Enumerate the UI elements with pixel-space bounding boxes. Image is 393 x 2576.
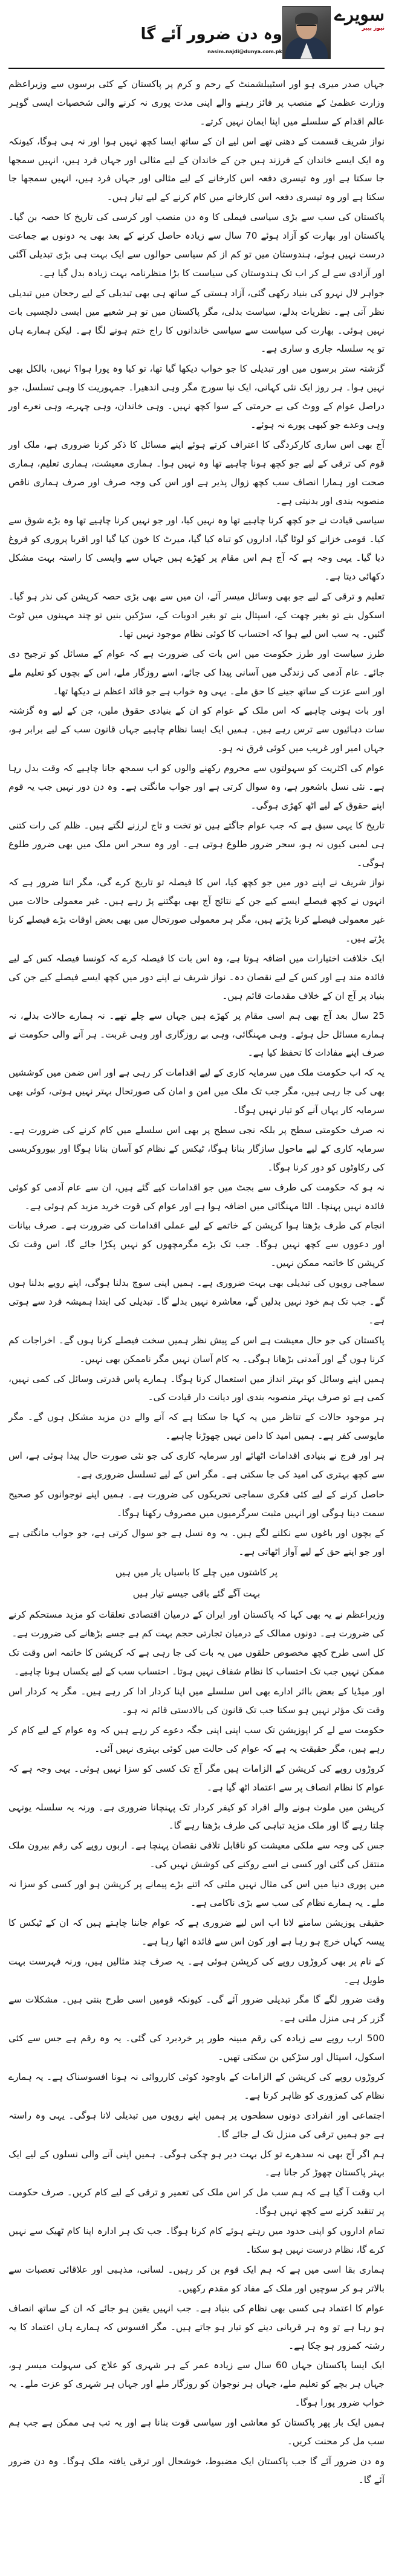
paragraph: جواہر لال نہرو کی بنیاد رکھی گئی، آزاد ہستی کے ساتھ ہی بھی تبدیلی کے لیے رجحان میں تبدیلی نظر آتی ہے۔ نظریات بدلے، سیاست بدلی، مگر پاکستان میں تو ہر شعبے میں ایسی دلچسپی بات نہیں ہوئی۔ بھارت کی سیاست سے سیاسی خاندانوں کا راج ختم ہونے لگا ہے۔ لیکن ہمارے ہاں تو یہ سلسلہ جاری و ساری ہے۔ — [8, 287, 385, 355]
paragraph: کے نام پر بھی کروڑوں روپے کی کرپشن ہوئی ہے۔ یہ صرف چند مثالیں ہیں، ورنہ فہرست بہت طویل ہے۔ — [8, 1955, 385, 1986]
columnist-portrait — [282, 6, 331, 59]
paragraph: ہر اور فرج نے بنیادی اقدامات اٹھائے اور سرمایہ کاری کی جو نئی صورت حال پیدا ہوئی ہے، اس سے کچھ بہتری کی امید کی جا سکتی ہے۔ مگر اس کے لیے تسلسل ضروری ہے۔ — [8, 1450, 385, 1480]
paragraph: کل اسی طرح کچھ مخصوص حلقوں میں یہ بات کی جا رہی ہے کہ کرپشن کا خاتمہ اس وقت تک ممکن نہیں جب تک احتساب کا نظام شفاف نہیں ہوتا۔ احتساب سب کے لیے یکساں ہونا چاہیے۔ — [8, 1647, 385, 1677]
paragraph: اور میڈیا کے بعض بااثر ادارے بھی اس سلسلے میں اپنا کردار ادا کر رہے ہیں۔ مگر یہ کردار اس وقت تک مؤثر نہیں ہو سکتا جب تک قانون کی بالادستی قائم نہ ہو۔ — [8, 1686, 385, 1716]
couplet-line: بہت آگے گئے باقی جیسے تیار ہیں — [132, 1588, 261, 1600]
paragraph: 25 سال بعد آج بھی ہم اسی مقام پر کھڑے ہیں جہاں سے چلے تھے۔ نہ ہمارے حالات بدلے، نہ ہمارے مسائل حل ہوئے۔ وہی مہنگائی، وہی بے روزگاری اور وہی غربت۔ ہر آنے والی حکومت نے صرف اپنے مفادات کا تحفظ کیا ہے۔ — [8, 1010, 385, 1059]
author-email[interactable]: nasim.najdi@dunya.com.pk — [207, 49, 282, 54]
paragraph: کروڑوں روپے کی کرپشن کے الزامات کے باوجود کوئی کارروائی نہ ہونا افسوسناک ہے۔ یہ ہمارے نظام کی کمزوری کو ظاہر کرتا ہے۔ — [8, 2071, 385, 2101]
couplet-line: پر کاشتوں میں چلے کا باسیاں یار میں ہیں — [115, 1567, 278, 1578]
paragraph: اور بات ہونی چاہیے کہ اس ملک کے عوام کو ان کے بنیادی حقوق ملیں، جن کے لیے وہ گزشتہ سات دہائیوں سے ترس رہے ہیں۔ ہمیں ایک ایسا نظام چاہیے جہاں قانون سب کے لیے برابر ہو، جہاں امیر اور غریب میں کوئی فرق نہ ہو۔ — [8, 705, 385, 754]
paragraph: ایک خلافت اختیارات میں اضافہ ہوتا ہے، وہ اس بات کا فیصلہ کرے کہ کونسا فیصلہ کس کے لیے فائدہ مند ہے اور کس کے لیے نقصان دہ۔ نواز شریف نے اپنے دور میں کچھ ایسے فیصلے کیے جن کی بنیاد پر آج ان کے خلاف مقدمات قائم ہیں۔ — [8, 952, 385, 1001]
portrait-hair — [295, 13, 318, 25]
paragraph: وقت ضرور لگے گا مگر تبدیلی ضرور آئے گی۔ کیونکہ قومیں اسی طرح بنتی ہیں۔ مشکلات سے گزر کر ہی منزل ملتی ہے۔ — [8, 1994, 385, 2024]
paragraph: ہماری بقا اسی میں ہے کہ ہم ایک قوم بن کر رہیں۔ لسانی، مذہبی اور علاقائی تعصبات سے بالاتر ہو کر سوچیں اور ملک کے مفاد کو مقدم رکھیں۔ — [8, 2264, 385, 2294]
paragraph: جہاں صدر میری ہو اور اسٹیبلشمنٹ کے رحم و کرم پر پاکستان کے کئی برسوں سے وزیراعظم وزارت عظمیٰ کے منصب پر فائز رہنے والے اپنی مدت پوری نہ کرنے والی شخصیات ایسی گوہر عالم اقدام کے سلسلے میں اپنا ایمان نہیں کرتے۔ — [8, 79, 385, 127]
paragraph: یہ کہ اب حکومت ملک میں سرمایہ کاری کے لیے اقدامات کر رہی ہے اور اس ضمن میں کوششیں بھی کی جا رہی ہیں، مگر جب تک ملک میں امن و امان کی صورتحال بہتر نہیں ہوتی، کوئی بھی سرمایہ کار یہاں آنے کو تیار نہیں ہوگا۔ — [8, 1067, 385, 1116]
portrait-glasses — [297, 25, 316, 31]
paragraph: تاریخ کا یہی سبق ہے کہ جب عوام جاگتے ہیں تو تخت و تاج لرزنے لگتے ہیں۔ ظلم کی رات کتنی ہی لمبی کیوں نہ ہو، سحر ضرور طلوع ہوتی ہے۔ اور وہ سحر اس ملک میں بھی ضرور طلوع ہوگی۔ — [8, 819, 385, 868]
paragraph: پاکستان کی سب سے بڑی سیاسی فیملی کا وہ دن منصب اور کرسی کی تاریخ کا حصہ بن گیا۔ پاکستان اور بھارت کو آزاد ہوئے 70 سال سے زیادہ حاصل کرنے کے بعد بھی یہ دونوں بے جماعت درست نہیں ہوئے، ہندوستان میں تو کم از کم سیاسی حوالوں سے ایک بہت ہی بڑی تبدیلی آگئی اور آزادی سے لے کر اب تک ہندوستان کی سیاست کا بڑا منظرنامہ بہت زیادہ بدل گیا ہے۔ — [8, 211, 385, 279]
masthead — [8, 6, 385, 69]
page-title: وہ دن ضرور آئے گا — [140, 25, 282, 44]
paragraph: جس کی وجہ سے ملکی معیشت کو ناقابل تلافی نقصان پہنچا ہے۔ اربوں روپے کی رقم بیرون ملک منتقل کی گئی اور کسی نے اسے روکنے کی کوشش نہیں کی۔ — [8, 1840, 385, 1870]
publication-name: سویرے — [334, 4, 385, 25]
paragraph: نہ صرف حکومتی سطح پر بلکہ نجی سطح پر بھی اس سلسلے میں کام کرنے کی ضرورت ہے۔ سرمایہ کاری کے لیے ماحول سازگار بنانا ہوگا، ٹیکس کے نظام کو آسان بنانا ہوگا اور بیوروکریسی کی رکاوٹوں کو دور کرنا ہوگا۔ — [8, 1124, 385, 1173]
paragraph: کے بچوں اور باغوں سے نکلنے لگے ہیں۔ یہ وہ نسل ہے جو سوال کرتی ہے، جو جواب مانگتی ہے اور جو اپنے حق کے لیے آواز اٹھاتی ہے۔ — [8, 1527, 385, 1557]
paragraph: وزیراعظم نے یہ بھی کہا کہ پاکستان اور ایران کے درمیان اقتصادی تعلقات کو مزید مستحکم کرنے کی ضرورت ہے۔ دونوں ممالک کے درمیان تجارتی حجم بہت کم ہے جسے بڑھانے کی ضرورت ہے۔ — [8, 1609, 385, 1639]
paragraph: وہ دن ضرور آئے گا جب پاکستان ایک مضبوط، خوشحال اور ترقی یافتہ ملک ہوگا۔ وہ دن ضرور آئے گا۔ — [8, 2455, 385, 2485]
paragraph: اجتماعی اور انفرادی دونوں سطحوں پر ہمیں اپنے رویوں میں تبدیلی لانا ہوگی۔ یہی وہ راستہ ہے جو ہمیں ترقی کی منزل تک لے جائے گا۔ — [8, 2110, 385, 2140]
paragraph: گزشتہ ستر برسوں میں اور تبدیلی کا جو خواب دیکھا گیا تھا، تو کیا وہ پورا ہوا؟ نہیں، بالکل بھی نہیں ہوا۔ ہر روز ایک نئی کہانی، ایک نیا سورج مگر وہی اندھیرا۔ جمہوریت کا وہی تسلسل، جو دراصل عوام کے ووٹ کی بے حرمتی کے سوا کچھ نہیں۔ وہی خاندان، وہی چہرے، وہی نعرے اور وہی وعدے جو کبھی پورے نہ ہوئے۔ — [8, 363, 385, 431]
paragraph: عوام کا اعتماد ہی کسی بھی نظام کی بنیاد ہے۔ جب انہیں یقین ہو جائے کہ ان کے ساتھ انصاف ہو رہا ہے تو وہ ہر قربانی دینے کو تیار ہو جاتے ہیں۔ مگر افسوس کہ ہمارے ہاں اعتماد کا یہ رشتہ کمزور ہو چکا ہے۔ — [8, 2302, 385, 2351]
paragraph: طرز سیاست اور طرز حکومت میں اس بات کی ضرورت ہے کہ عوام کے مسائل کو ترجیح دی جائے۔ عام آدمی کی زندگی میں آسانی پیدا کی جائے، اسے روزگار ملے، اس کے بچوں کو تعلیم ملے اور اسے عزت کے ساتھ جینے کا حق ملے۔ یہی وہ خواب ہے جو قائد اعظم نے دیکھا تھا۔ — [8, 648, 385, 697]
paragraph: ایک ایسا پاکستان جہاں 60 سال سے زیادہ عمر کے ہر شہری کو علاج کی سہولت میسر ہو، جہاں ہر بچے کو تعلیم ملے، جہاں ہر نوجوان کو روزگار ملے اور جہاں ہر شہری کو عزت ملے۔ یہ خواب ضرور پورا ہوگا۔ — [8, 2360, 385, 2409]
paragraph: نواز شریف قسمت کے دھنی تھے اس لیے ان کے ساتھ ایسا کچھ نہیں ہوا اور نہ ہی ہوگا، کیونکہ وہ ایک ایسے خاندان کے فرزند ہیں جن کے خاندان کے لیے مثالی اور جہاں فرد ہیں، انہیں سمجھا جا سکتا ہے اور وہ تیسری دفعہ اس کارخانے کے لیے مثالی اور جہاں فرد ہیں، انہیں سمجھا جا سکتا ہے اور وہ تیسری دفعہ اس کارخانے میں کام کرنے کے لیے تیار ہیں۔ — [8, 135, 385, 203]
paragraph: ہم اگر آج بھی نہ سدھرے تو کل بہت دیر ہو چکی ہوگی۔ ہمیں اپنی آنے والی نسلوں کے لیے ایک بہتر پاکستان چھوڑ کر جانا ہے۔ — [8, 2148, 385, 2178]
paragraph: کروڑوں روپے کی کرپشن کے الزامات ہیں مگر آج تک کسی کو سزا نہیں ہوئی۔ یہی وجہ ہے کہ عوام کا نظام انصاف پر سے اعتماد اٹھ گیا ہے۔ — [8, 1763, 385, 1793]
title-block — [8, 6, 282, 54]
paragraph: انجام کی طرف بڑھتا ہوا کرپشن کے خاتمے کے لیے عملی اقدامات کی ضرورت ہے۔ صرف بیانات اور دعووں سے کچھ نہیں ہوگا۔ جب تک بڑے مگرمچھوں کو نہیں پکڑا جائے گا، اس وقت تک کرپشن کا خاتمہ ممکن نہیں۔ — [8, 1220, 385, 1269]
paragraph: نواز شریف نے اپنے دور میں جو کچھ کیا، اس کا فیصلہ تو تاریخ کرے گی، مگر اتنا ضرور ہے کہ انہوں نے کچھ فیصلے ایسے کیے جن کے نتائج آج بھی بھگتنے پڑ رہے ہیں۔ غیر معمولی حالات میں غیر معمولی فیصلے کرنا پڑتے ہیں، مگر ہر معمولی صورتحال میں بھی بعض اوقات بڑے فیصلے کرنا پڑتے ہیں۔ — [8, 877, 385, 944]
paragraph: تمام اداروں کو اپنی حدود میں رہتے ہوئے کام کرنا ہوگا۔ جب تک ہر ادارہ اپنا کام ٹھیک سے نہیں کرے گا، نظام درست نہیں ہو سکتا۔ — [8, 2226, 385, 2256]
paragraph: سیاسی قیادت نے جو کچھ کرنا چاہیے تھا وہ نہیں کیا، اور جو نہیں کرنا چاہیے تھا وہ بڑے شوق سے کیا۔ قومی خزانے کو لوٹا گیا، اداروں کو تباہ کیا گیا، میرٹ کا خون کیا گیا اور اقربا پروری کو فروغ دیا گیا۔ یہی وجہ ہے کہ آج ہم اس مقام پر کھڑے ہیں جہاں سے واپسی کا راستہ بہت مشکل دکھائی دیتا ہے۔ — [8, 515, 385, 583]
paragraph: میں پوری دنیا میں اس کی مثال نہیں ملتی کہ اتنے بڑے پیمانے پر کرپشن ہو اور کسی کو سزا نہ ملے۔ یہ ہمارے نظام کی سب سے بڑی ناکامی ہے۔ — [8, 1879, 385, 1909]
brand-block — [282, 6, 385, 59]
paragraph: نہ ہو کہ حکومت کی طرف سے بجٹ میں جو اقدامات کیے گئے ہیں، ان سے عام آدمی کو کوئی فائدہ نہیں پہنچا۔ الٹا مہنگائی میں اضافہ ہوا ہے اور عوام کی قوت خرید مزید کم ہوئی ہے۔ — [8, 1181, 385, 1212]
paragraph: حاصل کرنے کے لیے کئی فکری سماجی تحریکوں کی ضرورت ہے۔ ہمیں اپنے نوجوانوں کو صحیح سمت دینا ہوگی اور انہیں مثبت سرگرمیوں میں مصروف رکھنا ہوگا۔ — [8, 1488, 385, 1519]
publication-tagline: نیوز پیپر — [362, 25, 385, 31]
paragraph: کرپشن میں ملوث ہونے والے افراد کو کیفر کردار تک پہنچانا ضروری ہے۔ ورنہ یہ سلسلہ یونہی چلتا رہے گا اور ملک مزید تباہی کی طرف بڑھتا رہے گا۔ — [8, 1801, 385, 1832]
paragraph: اب وقت آ گیا ہے کہ ہم سب مل کر اس ملک کی تعمیر و ترقی کے لیے کام کریں۔ صرف حکومت پر تنقید کرنے سے کچھ نہیں ہوگا۔ — [8, 2187, 385, 2217]
paragraph: حقیقی پوزیشن سامنے لانا اب اس لیے ضروری ہے کہ عوام جاننا چاہتے ہیں کہ ان کے ٹیکس کا پیسہ کہاں خرچ ہو رہا ہے اور کون اس سے فائدہ اٹھا رہا ہے۔ — [8, 1917, 385, 1947]
paragraph: ہمیں اپنے وسائل کو بہتر انداز میں استعمال کرنا ہوگا۔ ہمارے پاس قدرتی وسائل کی کمی نہیں، کمی ہے تو صرف بہتر منصوبہ بندی اور دیانت دار قیادت کی۔ — [8, 1373, 385, 1403]
paragraph: آج بھی اس ساری کارکردگی کا اعتراف کرتے ہوئے اپنے مسائل کا ذکر کرنا ضروری ہے، ملک اور قوم کی ترقی کے لیے جو کچھ ہونا چاہیے تھا وہ نہیں ہوا۔ ہماری معیشت، ہماری تعلیم، ہماری صحت اور ہمارا انصاف سب کچھ زوال پذیر ہے اور اس کی وجہ صرف اور صرف ہماری ناقص منصوبہ بندی اور بدنیتی ہے۔ — [8, 439, 385, 506]
paragraph: ہمیں ایک بار پھر پاکستان کو معاشی اور سیاسی قوت بنانا ہے اور یہ تب ہی ممکن ہے جب ہم سب مل کر محنت کریں۔ — [8, 2417, 385, 2447]
paragraph: 500 ارب روپے سے زیادہ کی رقم مبینہ طور پر خردبرد کی گئی۔ یہ وہ رقم ہے جس سے کئی اسکول، اسپتال اور سڑکیں بن سکتی تھیں۔ — [8, 2033, 385, 2063]
paragraph: ہر موجود حالات کے تناظر میں یہ کہا جا سکتا ہے کہ آنے والے دن مزید مشکل ہوں گے۔ مگر مایوسی کفر ہے۔ ہمیں امید کا دامن نہیں چھوڑنا چاہیے۔ — [8, 1412, 385, 1442]
paragraph: تعلیم و ترقی کے لیے جو بھی وسائل میسر آئے، ان میں سے بھی بڑی حصہ کرپشن کی نذر ہو گیا۔ اسکول بنے تو بغیر چھت کے، اسپتال بنے تو بغیر ادویات کے، سڑکیں بنیں تو چند مہینوں میں ٹوٹ گئیں۔ یہ سب اس لیے ہوا کہ احتساب کا کوئی نظام موجود نہیں تھا۔ — [8, 591, 385, 639]
paragraph: سماجی رویوں کی تبدیلی بھی بہت ضروری ہے۔ ہمیں اپنی سوچ بدلنا ہوگی، اپنے رویے بدلنا ہوں گے۔ جب تک ہم خود نہیں بدلیں گے، معاشرہ نہیں بدلے گا۔ تبدیلی کی ابتدا ہمیشہ فرد سے ہوتی ہے۔ — [8, 1277, 385, 1326]
publication-logo[interactable] — [334, 6, 385, 31]
paragraph: پاکستان کی جو حال معیشت ہے اس کے پیش نظر ہمیں سخت فیصلے کرنا ہوں گے۔ اخراجات کم کرنا ہوں گے اور آمدنی بڑھانا ہوگی۔ یہ کام آسان نہیں مگر ناممکن بھی نہیں۔ — [8, 1334, 385, 1364]
article-body — [8, 75, 385, 2490]
paragraph: عوام کی اکثریت کو سہولتوں سے محروم رکھنے والوں کو اب سمجھ جانا چاہیے کہ وقت بدل رہا ہے۔ نئی نسل باشعور ہے، وہ سوال کرتی ہے اور جواب مانگتی ہے۔ وہ دن دور نہیں جب یہ قوم اپنے حقوق کے لیے اٹھ کھڑی ہوگی۔ — [8, 763, 385, 811]
paragraph: حکومت سے لے کر اپوزیشن تک سب اپنی اپنی جگہ دعوے کر رہے ہیں کہ وہ عوام کے لیے کام کر رہے ہیں، مگر حقیقت یہ ہے کہ عوام کی حالت میں کوئی بہتری نہیں آئی۔ — [8, 1725, 385, 1754]
